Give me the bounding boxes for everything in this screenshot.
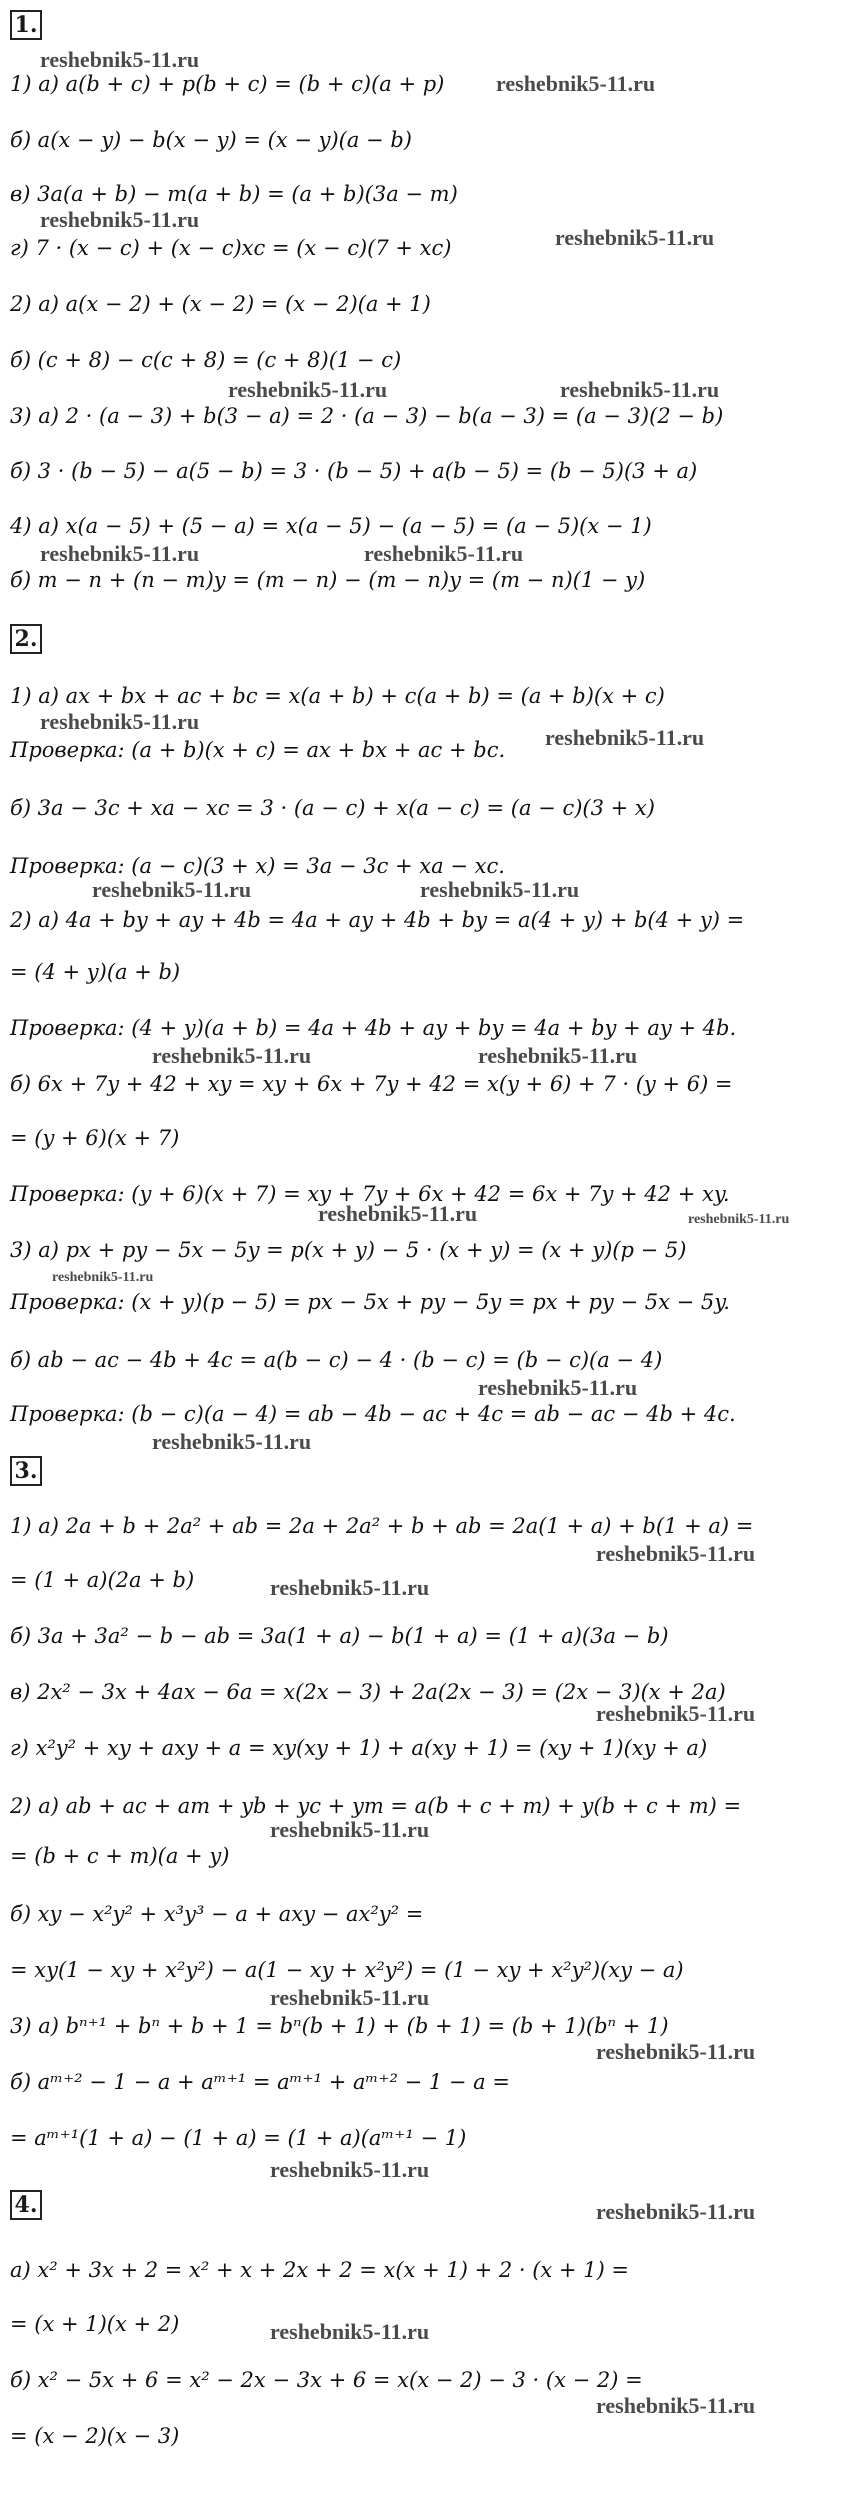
solution-line: = (x + 1)(x + 2) (10, 2312, 180, 2336)
watermark: reshebnik5-11.ru (152, 1429, 312, 1454)
solution-line: 3) а) 2 · (a − 3) + b(3 − a) = 2 · (a − 3) − b(a − 3) = (a − 3)(2 − b) (10, 404, 724, 428)
watermark: reshebnik5-11.ru (228, 377, 388, 402)
solution-line: Проверка: (a + b)(x + c) = ax + bx + ac + bc. (10, 738, 506, 762)
solution-line: г) 7 · (x − c) + (x − c)xc = (x − c)(7 + xc) (10, 236, 452, 260)
watermark: reshebnik5-11.ru (478, 1043, 638, 1068)
watermark: reshebnik5-11.ru (478, 1375, 638, 1400)
watermark: reshebnik5-11.ru (364, 541, 524, 566)
watermark: reshebnik5-11.ru (40, 207, 200, 232)
watermark: reshebnik5-11.ru (92, 877, 252, 902)
solution-line: б) 3a − 3c + xa − xc = 3 · (a − c) + x(a − c) = (a − c)(3 + x) (10, 796, 655, 820)
watermark: reshebnik5-11.ru (545, 725, 705, 750)
solution-line: 1) а) 2a + b + 2a² + ab = 2a + 2a² + b + ab = 2a(1 + a) + b(1 + a) = (10, 1514, 754, 1538)
solution-line: б) x² − 5x + 6 = x² − 2x − 3x + 6 = x(x − 2) − 3 · (x − 2) = (10, 2368, 643, 2392)
solution-line: 1) а) a(b + c) + p(b + c) = (b + c)(a + p) (10, 72, 445, 96)
solution-line: г) x²y² + xy + axy + a = xy(xy + 1) + a(xy + 1) = (xy + 1)(xy + a) (10, 1736, 708, 1760)
watermark: reshebnik5-11.ru (420, 877, 580, 902)
solution-line: в) 3a(a + b) − m(a + b) = (a + b)(3a − m) (10, 182, 458, 206)
solution-line: 2) а) 4a + by + ay + 4b = 4a + ay + 4b + by = a(4 + y) + b(4 + y) = (10, 908, 745, 932)
solution-line: = (b + c + m)(a + y) (10, 1844, 230, 1868)
watermark: reshebnik5-11.ru (555, 225, 715, 250)
watermark: reshebnik5-11.ru (596, 2039, 756, 2064)
solution-line: 2) а) ab + ac + am + yb + yc + ym = a(b + c + m) + y(b + c + m) = (10, 1794, 742, 1818)
watermark: reshebnik5-11.ru (596, 2393, 756, 2418)
watermark: reshebnik5-11.ru (270, 2319, 430, 2344)
solution-line: б) 3 · (b − 5) − a(5 − b) = 3 · (b − 5) + a(b − 5) = (b − 5)(3 + a) (10, 459, 698, 483)
watermark: reshebnik5-11.ru (560, 377, 720, 402)
solution-line: 3) а) bⁿ⁺¹ + bⁿ + b + 1 = bⁿ(b + 1) + (b + 1) = (b + 1)(bⁿ + 1) (10, 2014, 669, 2038)
solution-line: 1) а) ax + bx + ac + bc = x(a + b) + c(a + b) = (a + b)(x + c) (10, 684, 665, 708)
solution-line: б) xy − x²y² + x³y³ − a + axy − ax²y² = (10, 1902, 424, 1926)
watermark: reshebnik5-11.ru (270, 2157, 430, 2182)
solution-line: = (x − 2)(x − 3) (10, 2424, 180, 2448)
solution-line: = (y + 6)(x + 7) (10, 1126, 180, 1150)
solution-line: б) ab − ac − 4b + 4c = a(b − c) − 4 · (b − c) = (b − c)(a − 4) (10, 1348, 663, 1372)
section-number-3: 3. (10, 1456, 42, 1486)
solution-line: = (4 + y)(a + b) (10, 960, 181, 984)
watermark: reshebnik5-11.ru (596, 2199, 756, 2224)
solution-line: = xy(1 − xy + x²y²) − a(1 − xy + x²y²) = (1 − xy + x²y²)(xy − a) (10, 1958, 684, 1982)
watermark: reshebnik5-11.ru (596, 1701, 756, 1726)
solution-line: б) m − n + (n − m)y = (m − n) − (m − n)y = (m − n)(1 − y) (10, 568, 646, 592)
watermark: reshebnik5-11.ru (40, 47, 200, 72)
watermark: reshebnik5-11.ru (596, 1541, 756, 1566)
watermark: reshebnik5-11.ru (40, 541, 200, 566)
solution-line: Проверка: (x + y)(p − 5) = px − 5x + py − 5y = px + py − 5x − 5y. (10, 1290, 730, 1314)
solution-line: Проверка: (b − c)(a − 4) = ab − 4b − ac + 4c = ab − ac − 4b + 4c. (10, 1402, 736, 1426)
solution-line: = (1 + a)(2a + b) (10, 1568, 195, 1592)
watermark: reshebnik5-11.ru (52, 1270, 154, 1285)
section-number-4: 4. (10, 2190, 42, 2220)
solution-line: 3) а) px + py − 5x − 5y = p(x + y) − 5 · (x + y) = (x + y)(p − 5) (10, 1238, 687, 1262)
watermark: reshebnik5-11.ru (152, 1043, 312, 1068)
solution-line: Проверка: (a − c)(3 + x) = 3a − 3c + xa − xc. (10, 854, 505, 878)
solution-line: = aᵐ⁺¹(1 + a) − (1 + a) = (1 + a)(aᵐ⁺¹ − 1) (10, 2126, 467, 2150)
watermark: reshebnik5-11.ru (270, 1817, 430, 1842)
solution-line: б) 6x + 7y + 42 + xy = xy + 6x + 7y + 42 = x(y + 6) + 7 · (y + 6) = (10, 1072, 733, 1096)
watermark: reshebnik5-11.ru (496, 71, 656, 96)
solution-line: б) a(x − y) − b(x − y) = (x − y)(a − b) (10, 128, 412, 152)
solution-line: б) 3a + 3a² − b − ab = 3a(1 + a) − b(1 + a) = (1 + a)(3a − b) (10, 1624, 669, 1648)
solution-line: Проверка: (y + 6)(x + 7) = xy + 7y + 6x + 42 = 6x + 7y + 42 + xy. (10, 1182, 730, 1206)
solution-line: 4) а) x(a − 5) + (5 − a) = x(a − 5) − (a − 5) = (a − 5)(x − 1) (10, 514, 652, 538)
watermark: reshebnik5-11.ru (318, 1201, 478, 1226)
solution-line: а) x² + 3x + 2 = x² + x + 2x + 2 = x(x + 1) + 2 · (x + 1) = (10, 2258, 630, 2282)
solution-line: Проверка: (4 + y)(a + b) = 4a + 4b + ay + by = 4a + by + ay + 4b. (10, 1016, 737, 1040)
watermark: reshebnik5-11.ru (270, 1575, 430, 1600)
section-number-1: 1. (10, 10, 42, 40)
solution-line: 2) а) a(x − 2) + (x − 2) = (x − 2)(a + 1) (10, 292, 431, 316)
solution-line: б) aᵐ⁺² − 1 − a + aᵐ⁺¹ = aᵐ⁺¹ + aᵐ⁺² − 1 − a = (10, 2070, 510, 2094)
solution-line: б) (c + 8) − c(c + 8) = (c + 8)(1 − c) (10, 348, 402, 372)
watermark: reshebnik5-11.ru (270, 1985, 430, 2010)
section-number-2: 2. (10, 624, 42, 654)
solution-line: в) 2x² − 3x + 4ax − 6a = x(2x − 3) + 2a(2x − 3) = (2x − 3)(x + 2a) (10, 1680, 726, 1704)
watermark: reshebnik5-11.ru (40, 709, 200, 734)
watermark: reshebnik5-11.ru (688, 1212, 790, 1227)
